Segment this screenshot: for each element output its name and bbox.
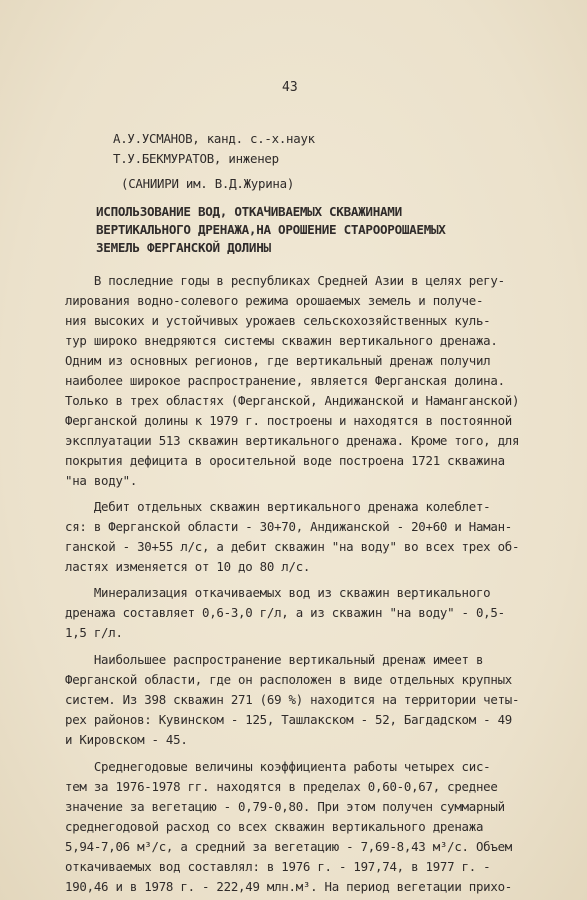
body-line: дренажа составляет 0,6-3,0 г/л, а из скважин "на воду" - 0,5- (65, 605, 505, 620)
body-line: значение за вегетацию - 0,79-0,80. При этом получен суммарный (65, 799, 505, 814)
body-line: покрытия дефицита в оросительной воде построена 1721 скважина (65, 453, 505, 468)
author-2: Т.У.БЕКМУРАТОВ, инженер (113, 151, 279, 166)
body-line: рех районов: Кувинском - 125, Ташлакском - 52, Багдадском - 49 (65, 712, 513, 727)
body-line: Одним из основных регионов, где вертикальный дренаж получил (65, 353, 491, 368)
body-line: 5,94-7,06 м³/с, а средний за вегетацию - 7,69-8,43 м³/с. Объем (65, 839, 513, 854)
body-line: Среднегодовые величины коэффициента работы четырех сис- (65, 759, 491, 774)
body-line: Наибольшее распространение вертикальный дренаж имеет в (65, 652, 484, 667)
body-line: и Кировском - 45. (65, 732, 188, 747)
body-line: ганской - 30+55 л/с, а дебит скважин "на воду" во всех трех об- (65, 539, 520, 554)
body-line: эксплуатации 513 скважин вертикального дренажа. Кроме того, для (65, 433, 520, 448)
page-number: 43 (282, 80, 298, 95)
body-line: ния высоких и устойчивых урожаев сельскохозяйственных куль- (65, 313, 491, 328)
body-line: среднегодовой расход со всех скважин вертикального дренажа (65, 819, 484, 834)
title-line-1: ИСПОЛЬЗОВАНИЕ ВОД, ОТКАЧИВАЕМЫХ СКВАЖИНАМИ (96, 204, 402, 219)
body-line: Ферганской области, где он расположен в виде отдельных крупных (65, 672, 513, 687)
body-line: тем за 1976-1978 гг. находятся в пределах 0,60-0,67, среднее (65, 779, 498, 794)
title-line-3: ЗЕМЕЛЬ ФЕРГАНСКОЙ ДОЛИНЫ (96, 240, 271, 255)
body-line: "на воду". (65, 473, 138, 488)
body-line: ластях изменяется от 10 до 80 л/с. (65, 559, 311, 574)
body-line: Дебит отдельных скважин вертикального дренажа колеблет- (65, 499, 491, 514)
body-line: 1,5 г/л. (65, 625, 123, 640)
author-1: А.У.УСМАНОВ, канд. с.-х.наук (113, 131, 315, 146)
title-line-2: ВЕРТИКАЛЬНОГО ДРЕНАЖА,НА ОРОШЕНИЕ СТАРООРОШАЕМЫХ (96, 222, 446, 237)
body-line: Ферганской долины к 1979 г. построены и находятся в постоянной (65, 413, 513, 428)
institution: (САНИИРИ им. В.Д.Журина) (121, 176, 295, 191)
body-line: Только в трех областях (Ферганской, Андижанской и Наманганской) (65, 393, 520, 408)
body-line: 190,46 и в 1978 г. - 222,49 млн.м³. На период вегетации прихо- (65, 879, 513, 894)
body-line: ся: в Ферганской области - 30+70, Андижанской - 20+60 и Наман- (65, 519, 513, 534)
body-line: тур широко внедряются системы скважин вертикального дренажа. (65, 333, 498, 348)
body-line: В последние годы в республиках Средней Азии в целях регу- (65, 273, 505, 288)
body-line: лирования водно-солевого режима орошаемых земель и получе- (65, 293, 484, 308)
body-line: откачиваемых вод составлял: в 1976 г. - 197,74, в 1977 г. - (65, 859, 491, 874)
body-line: наиболее широкое распространение, является Ферганская долина. (65, 373, 505, 388)
body-line: Минерализация откачиваемых вод из скважин вертикального (65, 585, 491, 600)
body-line: систем. Из 398 скважин 271 (69 %) находится на территории четы- (65, 692, 520, 707)
